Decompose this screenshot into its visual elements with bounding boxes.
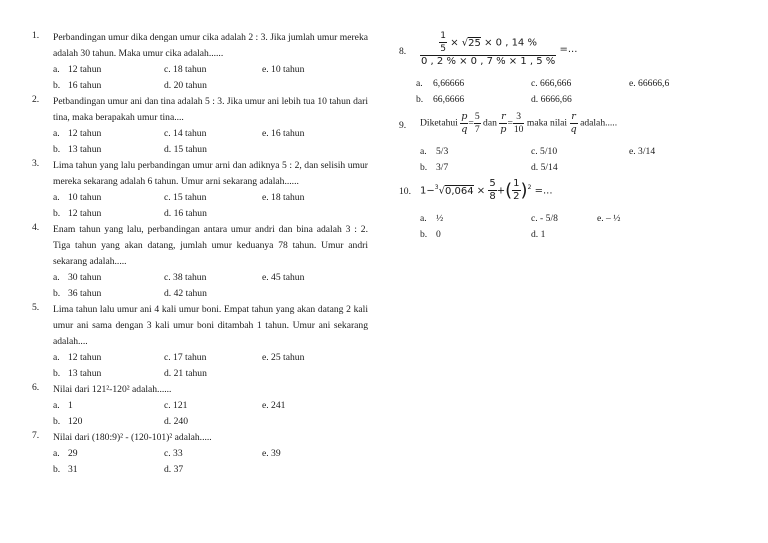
option-label: b. [416,94,424,105]
options-row [53,366,368,382]
option-a[interactable]: 29 [68,448,78,459]
question-number: 4. [32,222,40,233]
option-c[interactable]: c. 17 tahun [164,352,207,363]
option-c[interactable]: c. 14 tahun [164,128,207,139]
option-d[interactable]: d. 15 tahun [164,144,207,155]
options-row [53,462,368,478]
option-b[interactable]: 66,6666 [433,94,465,105]
math-expression: 1−$^3$√0,064 × $\frac{5}{8}$ +( $\frac{1}{2}$ )$^2$ =... [420,178,553,202]
option-c[interactable]: c. 121 [164,400,188,411]
question-number: 5. [32,302,40,313]
denominator: 8 [489,191,496,202]
option-label: b. [53,368,61,379]
options-row [399,227,739,243]
option-label: a. [53,128,60,139]
stem-text: dan [483,117,497,129]
option-e[interactable]: e. 45 tahun [262,272,305,283]
options-row [53,62,368,78]
option-e[interactable]: e. – ½ [597,213,621,224]
equals-sign: = [507,117,513,129]
radicand: 25 [468,37,481,49]
question-number: 8. [399,46,407,57]
option-label: a. [53,400,60,411]
option-label: b. [53,144,61,155]
numerator: r [571,111,576,122]
options-row [53,78,368,94]
numerator: p [461,111,468,122]
options-row [53,446,368,462]
denominator: 7 [474,124,480,135]
options-row [53,190,368,206]
expression-lead: 1− [420,185,435,197]
question-8 [399,30,739,76]
option-label: b. [53,288,61,299]
option-a[interactable]: 6,66666 [433,78,465,89]
option-c[interactable]: c. 33 [164,448,183,459]
numerator: 3 [513,111,525,124]
option-b[interactable]: 120 [68,416,83,427]
question-3 [32,158,368,222]
options-row [53,414,368,430]
equals-ellipsis: =... [534,185,553,197]
option-d[interactable]: d. 42 tahun [164,288,207,299]
option-d[interactable]: d. 21 tahun [164,368,207,379]
question-number: 1. [32,30,40,41]
question-stem: Lima tahun lalu umur ani 4 kali umur boni. Empat tahun yang akan datang 2 kali umur ani sama dengan 3 kali umur boni ditambah 1 tahun. Umur ani sekarang adalah.... [53,304,368,347]
equals-ellipsis: =... [559,44,578,55]
denominator: q [461,124,468,135]
question-stem: Nilai dari (180:9)² - (120-101)² adalah..... [53,432,212,443]
question-stem [420,111,617,136]
question-number: 9. [399,120,407,131]
radicand: 0,064 [444,185,474,197]
numerator: 5 [474,111,480,122]
exponent: 2 [527,184,532,192]
option-a[interactable]: 10 tahun [68,192,102,203]
options-row [53,270,368,286]
option-label: b. [53,80,61,91]
numerator: r [501,111,506,122]
options-row [53,126,368,142]
option-e[interactable]: e. 3/14 [629,146,656,157]
option-label: a. [53,192,60,203]
option-b[interactable]: 0 [436,229,441,240]
option-a[interactable]: 12 tahun [68,352,102,363]
option-c[interactable]: c. 15 tahun [164,192,207,203]
option-a[interactable]: ½ [436,213,444,224]
option-e[interactable]: e. 39 [262,448,281,459]
question-stem: Lima tahun yang lalu perbandingan umur arni dan adiknya 5 : 2, dan selisih umur mereka sekarang adalah 6 tahun. Umur arni sekarang adalah...... [53,160,368,187]
option-label: b. [53,208,61,219]
numerator: 5 [489,178,496,189]
left-column [32,30,368,478]
option-d[interactable]: d. 37 [164,464,184,475]
question-number: 6. [32,382,40,393]
option-d[interactable]: d. 20 tahun [164,80,207,91]
options-row [53,398,368,414]
times-sign: × [450,37,459,49]
option-label: b. [420,229,428,240]
option-label: b. [53,416,61,427]
option-d[interactable]: d. 1 [531,229,546,240]
times-sign: × [476,185,486,197]
question-9 [399,111,739,141]
question-1 [32,30,368,94]
right-column [399,30,739,243]
question-stem: Petbandingan umur ani dan tina adalah 5 : 3. Jika umur ani lebih tua 10 tahun dari tina, maka berapakah umur tina.... [53,96,368,123]
numerator: 1 [513,178,520,189]
option-d[interactable]: d. 240 [164,416,188,427]
math-expression: $\frac{1}{5}$ × √25 × 0 , 14 % 0 , 2 % × 0 , 7 % × 1 , 5 % =... [421,31,578,67]
question-number: 10. [399,186,411,197]
option-e[interactable]: e. 18 tahun [262,192,305,203]
option-e[interactable]: e. 25 tahun [262,352,305,363]
option-a[interactable]: 30 tahun [68,272,102,283]
denominator-expression: 0 , 2 % × 0 , 7 % × 1 , 5 % [421,56,556,67]
option-c[interactable]: c. 38 tahun [164,272,207,283]
options-row [399,92,739,108]
option-a[interactable]: 12 tahun [68,64,102,75]
question-2 [32,94,368,158]
root-index: 3 [434,184,439,192]
denominator: p [500,124,507,135]
option-label: a. [416,78,423,89]
denominator: 5 [440,44,447,54]
option-c[interactable]: c. - 5/8 [531,213,558,224]
option-c[interactable]: c. 5/10 [531,146,558,157]
option-b[interactable]: 36 tahun [68,288,102,299]
question-4 [32,222,368,302]
option-b[interactable]: 31 [68,464,78,475]
question-5 [32,302,368,382]
options-row [399,211,739,227]
option-label: a. [420,146,427,157]
option-b[interactable]: 12 tahun [68,208,102,219]
options-row [399,160,739,176]
question-stem: Enam tahun yang lalu, perbandingan antara umur andri dan bina adalah 3 : 2. Tiga tahun yang akan datang, jumlah umur keduanya 78 tahun. Umur andri sekarang adalah..... [53,224,368,267]
question-stem: Nilai dari 121²-120² adalah...... [53,384,172,395]
option-d[interactable]: d. 6666,66 [531,94,572,105]
stem-text: Diketahui [420,117,458,129]
question-10 [399,178,739,208]
option-b[interactable]: 13 tahun [68,368,102,379]
options-row [53,206,368,222]
option-c[interactable]: c. 18 tahun [164,64,207,75]
question-6 [32,382,368,430]
options-row [53,350,368,366]
option-d[interactable]: d. 5/14 [531,162,558,173]
option-label: b. [53,464,61,475]
question-number: 7. [32,430,40,441]
option-e[interactable]: e. 16 tahun [262,128,305,139]
option-e[interactable]: e. 10 tahun [262,64,305,75]
denominator: q [570,124,577,135]
question-stem: Perbandingan umur dika dengan umur cika adalah 2 : 3. Jika jumlah umur mereka adalah 30 tahun. Maka umur cika adalah...... [53,32,368,59]
option-a[interactable]: 1 [68,400,73,411]
stem-text: adalah..... [580,117,618,129]
options-row [53,142,368,158]
equals-sign: = [468,117,474,129]
option-b[interactable]: 13 tahun [68,144,102,155]
option-e[interactable]: e. 66666,6 [629,78,670,89]
option-label: a. [53,64,60,75]
option-label: a. [420,213,427,224]
option-e[interactable]: e. 241 [262,400,286,411]
option-label: a. [53,352,60,363]
question-7 [32,430,368,478]
stem-text: maka nilai [526,117,568,129]
options-row [399,76,739,92]
numerator: 1 [440,31,447,41]
percent-value: 0 , 14 % [495,37,537,49]
option-b[interactable]: 16 tahun [68,80,102,91]
option-label: b. [420,162,428,173]
option-label: a. [53,448,60,459]
option-b[interactable]: 3/7 [436,162,449,173]
option-c[interactable]: c. 666,666 [531,78,572,89]
times-sign: × [484,37,493,49]
option-label: a. [53,272,60,283]
question-number: 3. [32,158,40,169]
options-row [399,144,739,160]
option-a[interactable]: 12 tahun [68,128,102,139]
denominator: 10 [513,124,524,135]
plus-sign: + [496,185,506,197]
options-row [53,286,368,302]
denominator: 2 [513,191,520,202]
option-a[interactable]: 5/3 [436,146,449,157]
question-number: 2. [32,94,40,105]
option-d[interactable]: d. 16 tahun [164,208,207,219]
